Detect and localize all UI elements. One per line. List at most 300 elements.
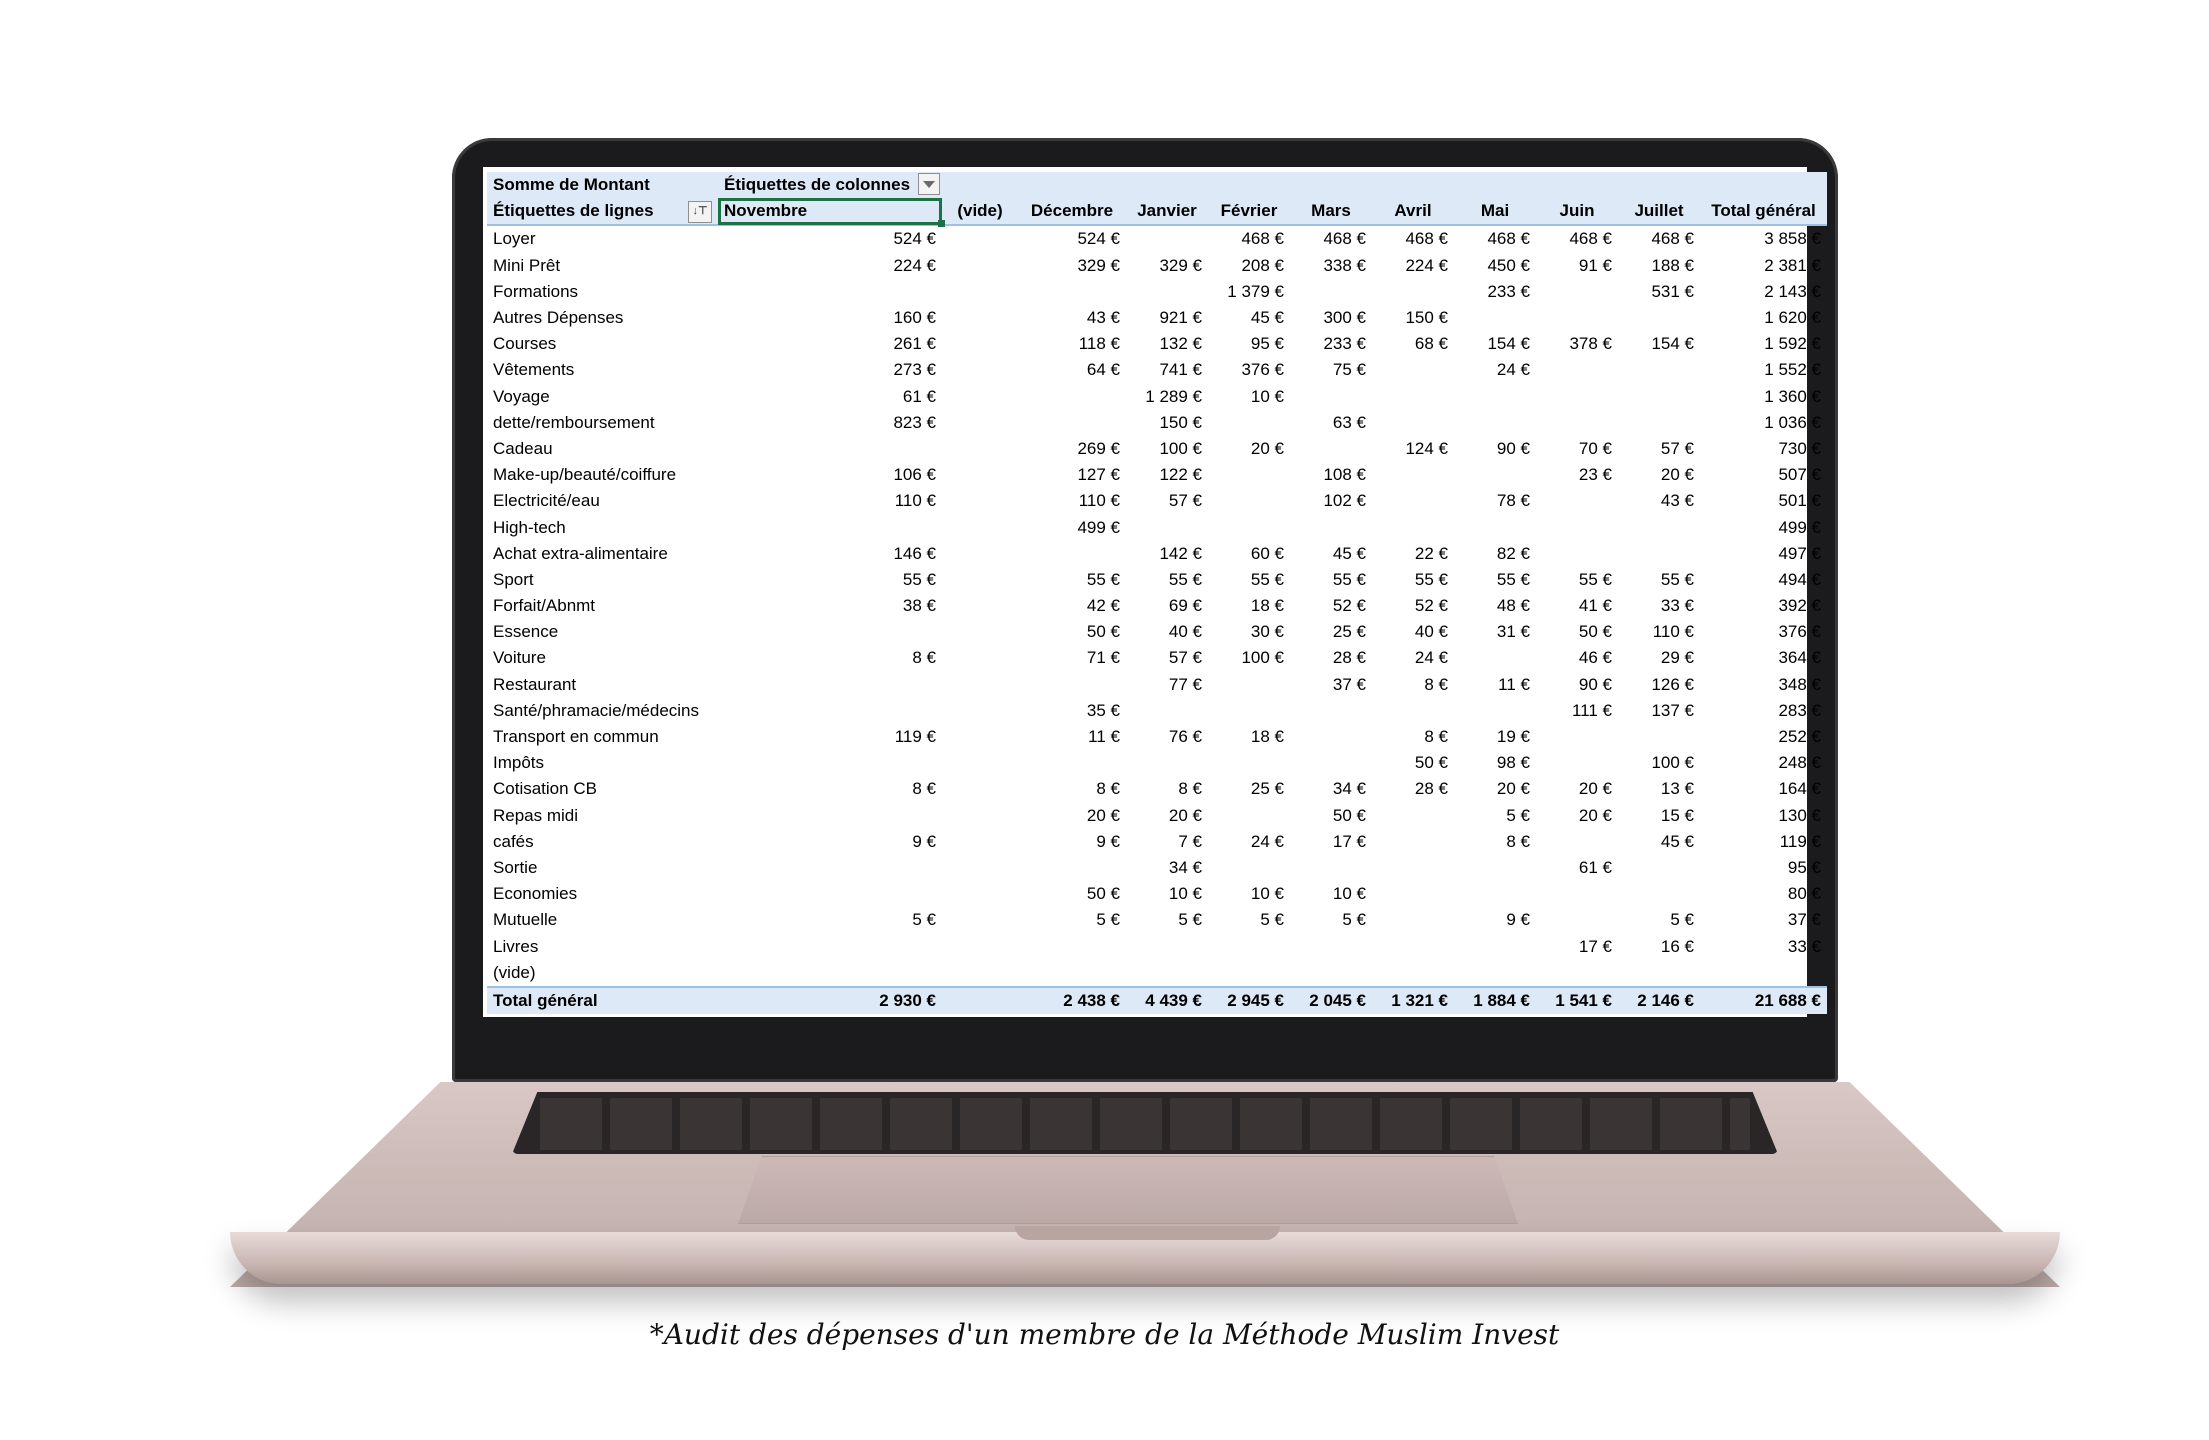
value-cell[interactable]: 741 € — [1159, 360, 1202, 380]
value-cell[interactable]: 80 € — [1787, 884, 1822, 904]
value-cell[interactable]: 921 € — [1159, 308, 1202, 328]
value-cell[interactable]: 142 € — [1159, 543, 1202, 563]
value-cell[interactable]: 55 € — [1496, 569, 1530, 589]
value-cell[interactable]: 329 € — [1159, 255, 1202, 275]
value-cell[interactable]: 90 € — [1578, 674, 1612, 694]
value-cell[interactable]: 106 € — [893, 465, 936, 485]
value-cell[interactable]: 71 € — [1086, 648, 1120, 668]
value-cell[interactable]: 55 € — [1168, 569, 1202, 589]
value-cell[interactable] — [942, 488, 1018, 514]
value-cell[interactable]: 392 € — [1778, 596, 1822, 616]
value-cell[interactable] — [942, 750, 1018, 776]
value-cell[interactable] — [718, 881, 942, 907]
row-label[interactable]: Cadeau — [493, 438, 553, 458]
value-cell[interactable]: 9 € — [912, 831, 936, 851]
value-cell[interactable]: 45 € — [1250, 308, 1284, 328]
value-cell[interactable]: 188 € — [1651, 255, 1694, 275]
value-cell[interactable]: 494 € — [1778, 569, 1822, 589]
value-cell[interactable]: 38 € — [902, 596, 936, 616]
value-cell[interactable] — [942, 724, 1018, 750]
value-cell[interactable]: 233 € — [1487, 281, 1530, 301]
value-cell[interactable]: 33 € — [1660, 596, 1694, 616]
column-labels-header[interactable] — [718, 172, 1827, 198]
value-cell[interactable] — [1208, 462, 1290, 488]
value-cell[interactable] — [1290, 960, 1372, 987]
value-cell[interactable]: 77 € — [1168, 674, 1202, 694]
value-cell[interactable] — [1290, 436, 1372, 462]
row-label[interactable]: Electricité/eau — [493, 491, 600, 511]
value-cell[interactable] — [1126, 698, 1208, 724]
value-cell[interactable]: 10 € — [1250, 884, 1284, 904]
value-cell[interactable]: 20 € — [1578, 779, 1612, 799]
value-cell[interactable]: 40 € — [1168, 622, 1202, 642]
value-cell[interactable]: 22 € — [1414, 543, 1448, 563]
value-cell[interactable]: 8 € — [1096, 779, 1120, 799]
value-cell[interactable]: 329 € — [1077, 255, 1120, 275]
value-cell[interactable]: 111 € — [1571, 700, 1612, 720]
value-cell[interactable] — [942, 907, 1018, 933]
value-cell[interactable] — [1208, 933, 1290, 959]
value-cell[interactable] — [1290, 514, 1372, 540]
value-cell[interactable]: 5 € — [1670, 910, 1694, 930]
value-cell[interactable]: 69 € — [1168, 596, 1202, 616]
value-cell[interactable] — [1290, 724, 1372, 750]
value-cell[interactable] — [718, 436, 942, 462]
value-cell[interactable]: 364 € — [1778, 648, 1822, 668]
value-cell[interactable] — [942, 933, 1018, 959]
value-cell[interactable]: 37 € — [1787, 910, 1822, 930]
value-cell[interactable]: 13 € — [1660, 779, 1694, 799]
value-cell[interactable]: 1 620 € — [1764, 308, 1822, 328]
value-cell[interactable]: 100 € — [1241, 648, 1284, 668]
column-header[interactable]: Mai — [1480, 201, 1510, 221]
value-cell[interactable] — [1018, 672, 1126, 698]
value-cell[interactable]: 1 036 € — [1764, 412, 1822, 432]
value-cell[interactable]: 15 € — [1660, 805, 1694, 825]
value-cell[interactable]: 43 € — [1660, 491, 1694, 511]
value-cell[interactable] — [1536, 410, 1618, 436]
row-label[interactable]: Restaurant — [493, 674, 577, 694]
value-cell[interactable] — [1208, 514, 1290, 540]
value-cell[interactable] — [1018, 855, 1126, 881]
value-cell[interactable]: 20 € — [1578, 805, 1612, 825]
value-cell[interactable]: 378 € — [1569, 334, 1612, 354]
value-cell[interactable] — [942, 541, 1018, 567]
value-cell[interactable] — [942, 357, 1018, 383]
value-cell[interactable] — [1454, 462, 1536, 488]
total-cell[interactable]: 21 688 € — [1754, 990, 1822, 1010]
row-label[interactable]: Courses — [493, 334, 557, 354]
row-label[interactable]: Achat extra-alimentaire — [493, 543, 668, 563]
value-cell[interactable] — [1618, 881, 1700, 907]
value-cell[interactable]: 8 € — [912, 779, 936, 799]
value-cell[interactable]: 50 € — [1414, 753, 1448, 773]
value-cell[interactable] — [718, 750, 942, 776]
value-cell[interactable]: 501 € — [1778, 491, 1822, 511]
value-cell[interactable] — [1018, 541, 1126, 567]
value-cell[interactable] — [1536, 724, 1618, 750]
value-cell[interactable]: 28 € — [1414, 779, 1448, 799]
value-cell[interactable] — [1126, 514, 1208, 540]
value-cell[interactable] — [942, 305, 1018, 331]
value-cell[interactable]: 35 € — [1086, 700, 1120, 720]
value-cell[interactable] — [942, 776, 1018, 802]
value-cell[interactable]: 52 € — [1414, 596, 1448, 616]
value-cell[interactable]: 78 € — [1496, 491, 1530, 511]
value-cell[interactable]: 102 € — [1323, 491, 1366, 511]
value-cell[interactable]: 25 € — [1332, 622, 1366, 642]
value-cell[interactable] — [1536, 488, 1618, 514]
value-cell[interactable] — [942, 384, 1018, 410]
value-cell[interactable] — [1290, 933, 1372, 959]
total-cell[interactable] — [942, 987, 1018, 1014]
total-cell[interactable]: 2 945 € — [1227, 990, 1284, 1010]
value-cell[interactable] — [1536, 357, 1618, 383]
row-label[interactable]: Repas midi — [493, 805, 579, 825]
value-cell[interactable]: 100 € — [1159, 438, 1202, 458]
value-cell[interactable] — [1454, 960, 1536, 987]
value-cell[interactable]: 8 € — [1424, 727, 1448, 747]
value-cell[interactable]: 300 € — [1323, 308, 1366, 328]
value-cell[interactable]: 20 € — [1660, 465, 1694, 485]
value-cell[interactable] — [718, 672, 942, 698]
value-cell[interactable]: 45 € — [1332, 543, 1366, 563]
value-cell[interactable] — [1618, 855, 1700, 881]
value-cell[interactable] — [1290, 750, 1372, 776]
value-cell[interactable] — [1618, 514, 1700, 540]
value-cell[interactable]: 118 € — [1078, 334, 1120, 354]
row-label[interactable]: Forfait/Abnmt — [493, 596, 596, 616]
value-cell[interactable]: 499 € — [1077, 517, 1120, 537]
value-cell[interactable]: 468 € — [1323, 229, 1366, 249]
value-cell[interactable] — [1536, 541, 1618, 567]
value-cell[interactable]: 224 € — [893, 255, 936, 275]
total-cell[interactable]: 1 884 € — [1473, 990, 1530, 1010]
value-cell[interactable]: 126 € — [1651, 674, 1694, 694]
value-cell[interactable]: 150 € — [1405, 308, 1448, 328]
value-cell[interactable]: 24 € — [1250, 831, 1284, 851]
value-cell[interactable] — [1618, 305, 1700, 331]
value-cell[interactable]: 110 € — [1078, 491, 1120, 511]
value-cell[interactable] — [718, 960, 942, 987]
value-cell[interactable] — [1372, 907, 1454, 933]
value-cell[interactable]: 10 € — [1332, 884, 1366, 904]
value-cell[interactable]: 5 € — [1342, 910, 1366, 930]
value-cell[interactable]: 468 € — [1569, 229, 1612, 249]
total-cell[interactable]: 2 438 € — [1063, 990, 1120, 1010]
value-cell[interactable] — [1372, 698, 1454, 724]
value-cell[interactable] — [1372, 881, 1454, 907]
column-header[interactable]: Avril — [1394, 201, 1432, 221]
value-cell[interactable]: 524 € — [1077, 229, 1120, 249]
value-cell[interactable]: 376 € — [1241, 360, 1284, 380]
value-cell[interactable]: 124 € — [1405, 438, 1448, 458]
value-cell[interactable]: 8 € — [1178, 779, 1202, 799]
row-label[interactable]: Formations — [493, 281, 579, 301]
value-cell[interactable]: 9 € — [1506, 910, 1530, 930]
value-cell[interactable]: 5 € — [1506, 805, 1530, 825]
value-cell[interactable]: 10 € — [1168, 884, 1202, 904]
row-label[interactable]: Voyage — [493, 386, 550, 406]
column-header[interactable]: Décembre — [1030, 201, 1114, 221]
value-cell[interactable] — [1536, 750, 1618, 776]
value-cell[interactable] — [942, 829, 1018, 855]
value-cell[interactable] — [1454, 305, 1536, 331]
value-cell[interactable]: 55 € — [1250, 569, 1284, 589]
value-cell[interactable]: 160 € — [893, 308, 936, 328]
value-cell[interactable]: 55 € — [1578, 569, 1612, 589]
value-cell[interactable]: 3 858 € — [1764, 229, 1822, 249]
value-cell[interactable] — [1372, 960, 1454, 987]
value-cell[interactable] — [718, 698, 942, 724]
value-cell[interactable] — [1536, 907, 1618, 933]
value-cell[interactable] — [1208, 698, 1290, 724]
value-cell[interactable] — [1372, 357, 1454, 383]
value-cell[interactable]: 100 € — [1651, 753, 1694, 773]
value-cell[interactable]: 252 € — [1778, 727, 1822, 747]
value-cell[interactable] — [1208, 488, 1290, 514]
value-cell[interactable]: 1 592 € — [1764, 334, 1822, 354]
value-cell[interactable] — [718, 855, 942, 881]
value-cell[interactable]: 33 € — [1787, 936, 1822, 956]
column-header[interactable]: Juillet — [1634, 201, 1684, 221]
value-cell[interactable] — [942, 225, 1018, 252]
value-cell[interactable]: 1 289 € — [1145, 386, 1202, 406]
row-label[interactable]: Voiture — [493, 648, 546, 668]
column-header[interactable]: Janvier — [1137, 201, 1197, 221]
row-label[interactable]: Autres Dépenses — [493, 308, 624, 328]
value-cell[interactable] — [1290, 855, 1372, 881]
value-cell[interactable] — [1018, 410, 1126, 436]
value-cell[interactable]: 17 € — [1578, 936, 1612, 956]
value-cell[interactable]: 137 € — [1651, 700, 1694, 720]
value-cell[interactable]: 23 € — [1578, 465, 1612, 485]
row-label[interactable]: Sortie — [493, 857, 538, 877]
value-cell[interactable] — [942, 436, 1018, 462]
value-cell[interactable]: 2 143 € — [1764, 281, 1822, 301]
row-label[interactable]: Make-up/beauté/coiffure — [493, 465, 677, 485]
row-label[interactable]: Mutuelle — [493, 910, 558, 930]
value-cell[interactable]: 269 € — [1077, 438, 1120, 458]
value-cell[interactable]: 127 € — [1077, 465, 1120, 485]
value-cell[interactable]: 468 € — [1241, 229, 1284, 249]
value-cell[interactable]: 45 € — [1660, 831, 1694, 851]
value-cell[interactable] — [942, 514, 1018, 540]
value-cell[interactable] — [1454, 514, 1536, 540]
row-label[interactable]: Santé/phramacie/médecins — [493, 700, 700, 720]
grand-total-label[interactable]: Total général — [493, 990, 598, 1010]
value-cell[interactable]: 8 € — [1506, 831, 1530, 851]
row-label[interactable]: Economies — [493, 884, 578, 904]
value-cell[interactable] — [1536, 305, 1618, 331]
value-cell[interactable] — [1618, 960, 1700, 987]
value-cell[interactable]: 11 € — [1088, 727, 1120, 747]
column-header[interactable]: Total général — [1711, 201, 1816, 221]
value-cell[interactable] — [1290, 384, 1372, 410]
value-cell[interactable]: 68 € — [1414, 334, 1448, 354]
value-cell[interactable]: 119 € — [894, 727, 936, 747]
value-cell[interactable] — [1618, 384, 1700, 410]
value-cell[interactable]: 42 € — [1086, 596, 1120, 616]
value-cell[interactable] — [1372, 514, 1454, 540]
value-cell[interactable]: 90 € — [1496, 438, 1530, 458]
value-cell[interactable] — [1018, 933, 1126, 959]
value-cell[interactable] — [1618, 410, 1700, 436]
value-cell[interactable]: 31 € — [1496, 622, 1530, 642]
value-cell[interactable]: 40 € — [1414, 622, 1448, 642]
value-cell[interactable]: 5 € — [912, 910, 936, 930]
value-cell[interactable] — [718, 514, 942, 540]
row-label[interactable]: Mini Prêt — [493, 255, 561, 275]
value-cell[interactable] — [718, 279, 942, 305]
value-cell[interactable]: 55 € — [1332, 569, 1366, 589]
value-cell[interactable]: 5 € — [1178, 910, 1202, 930]
value-cell[interactable] — [942, 855, 1018, 881]
value-cell[interactable]: 24 € — [1496, 360, 1530, 380]
value-cell[interactable]: 110 € — [894, 491, 936, 511]
value-cell[interactable] — [942, 253, 1018, 279]
value-cell[interactable] — [1018, 384, 1126, 410]
value-cell[interactable]: 233 € — [1323, 334, 1366, 354]
value-cell[interactable]: 823 € — [893, 412, 936, 432]
value-cell[interactable] — [1290, 698, 1372, 724]
value-cell[interactable] — [942, 593, 1018, 619]
value-cell[interactable]: 338 € — [1323, 255, 1366, 275]
value-cell[interactable] — [942, 672, 1018, 698]
value-cell[interactable]: 20 € — [1168, 805, 1202, 825]
value-cell[interactable]: 208 € — [1241, 255, 1284, 275]
total-cell[interactable]: 4 439 € — [1145, 990, 1202, 1010]
value-cell[interactable] — [1208, 960, 1290, 987]
value-cell[interactable]: 34 € — [1168, 857, 1202, 877]
value-cell[interactable] — [1454, 933, 1536, 959]
value-cell[interactable] — [1454, 645, 1536, 671]
value-cell[interactable] — [1208, 855, 1290, 881]
value-cell[interactable]: 61 € — [1578, 857, 1612, 877]
value-cell[interactable] — [1536, 960, 1618, 987]
value-cell[interactable]: 376 € — [1778, 622, 1822, 642]
value-cell[interactable] — [1372, 279, 1454, 305]
value-cell[interactable]: 497 € — [1778, 543, 1822, 563]
value-cell[interactable] — [1018, 750, 1126, 776]
value-cell[interactable]: 8 € — [912, 648, 936, 668]
value-cell[interactable]: 1 552 € — [1764, 360, 1822, 380]
value-cell[interactable]: 98 € — [1496, 753, 1530, 773]
value-cell[interactable]: 55 € — [1086, 569, 1120, 589]
value-cell[interactable]: 28 € — [1332, 648, 1366, 668]
value-cell[interactable] — [942, 645, 1018, 671]
row-label[interactable]: Essence — [493, 622, 559, 642]
value-cell[interactable] — [1126, 960, 1208, 987]
total-cell[interactable]: 1 321 € — [1391, 990, 1448, 1010]
value-cell[interactable] — [1536, 829, 1618, 855]
value-cell[interactable]: 2 381 € — [1764, 255, 1822, 275]
value-cell[interactable]: 450 € — [1487, 255, 1530, 275]
row-label[interactable]: High-tech — [493, 517, 566, 537]
total-cell[interactable]: 2 045 € — [1309, 990, 1366, 1010]
value-cell[interactable] — [1126, 225, 1208, 252]
value-cell[interactable] — [1372, 829, 1454, 855]
row-label[interactable]: Livres — [493, 936, 539, 956]
value-cell[interactable] — [942, 619, 1018, 645]
row-label[interactable]: Cotisation CB — [493, 779, 597, 799]
value-cell[interactable]: 7 € — [1178, 831, 1202, 851]
value-cell[interactable] — [1372, 488, 1454, 514]
value-cell[interactable]: 70 € — [1578, 438, 1612, 458]
value-cell[interactable]: 499 € — [1778, 517, 1822, 537]
value-cell[interactable]: 348 € — [1778, 674, 1822, 694]
value-cell[interactable]: 11 € — [1498, 674, 1530, 694]
value-cell[interactable]: 55 € — [902, 569, 936, 589]
value-cell[interactable]: 60 € — [1250, 543, 1284, 563]
row-label[interactable]: Sport — [493, 569, 534, 589]
value-cell[interactable]: 95 € — [1250, 334, 1284, 354]
value-cell[interactable]: 19 € — [1496, 727, 1530, 747]
value-cell[interactable]: 48 € — [1496, 596, 1530, 616]
value-cell[interactable] — [1372, 384, 1454, 410]
value-cell[interactable] — [1208, 750, 1290, 776]
value-cell[interactable]: 283 € — [1778, 700, 1822, 720]
value-cell[interactable] — [942, 698, 1018, 724]
value-cell[interactable]: 164 € — [1778, 779, 1822, 799]
value-cell[interactable]: 531 € — [1651, 281, 1694, 301]
value-cell[interactable] — [1454, 384, 1536, 410]
value-cell[interactable]: 55 € — [1660, 569, 1694, 589]
value-cell[interactable]: 5 € — [1096, 910, 1120, 930]
value-cell[interactable] — [1126, 279, 1208, 305]
value-cell[interactable] — [1208, 672, 1290, 698]
value-cell[interactable]: 50 € — [1332, 805, 1366, 825]
value-cell[interactable] — [1208, 803, 1290, 829]
value-cell[interactable]: 16 € — [1660, 936, 1694, 956]
value-cell[interactable]: 154 € — [1651, 334, 1694, 354]
value-cell[interactable]: 146 € — [893, 543, 936, 563]
value-cell[interactable]: 50 € — [1578, 622, 1612, 642]
total-cell[interactable]: 1 541 € — [1555, 990, 1612, 1010]
value-cell[interactable] — [1126, 933, 1208, 959]
value-cell[interactable] — [1536, 514, 1618, 540]
value-cell[interactable] — [1454, 855, 1536, 881]
row-labels-header[interactable] — [487, 198, 718, 225]
value-cell[interactable]: 130 € — [1778, 805, 1822, 825]
value-cell[interactable] — [1454, 410, 1536, 436]
row-label[interactable]: cafés — [493, 831, 534, 851]
value-cell[interactable] — [718, 619, 942, 645]
value-cell[interactable]: 20 € — [1086, 805, 1120, 825]
value-cell[interactable]: 110 € — [1652, 622, 1694, 642]
value-cell[interactable]: 5 € — [1260, 910, 1284, 930]
column-header[interactable]: Mars — [1311, 201, 1351, 221]
value-cell[interactable]: 30 € — [1250, 622, 1284, 642]
value-cell[interactable]: 9 € — [1096, 831, 1120, 851]
value-cell[interactable]: 25 € — [1250, 779, 1284, 799]
row-label[interactable]: Vêtements — [493, 360, 575, 380]
value-cell[interactable] — [942, 960, 1018, 987]
value-cell[interactable] — [1372, 462, 1454, 488]
value-cell[interactable] — [1536, 384, 1618, 410]
value-cell[interactable]: 1 360 € — [1764, 386, 1822, 406]
filter-dropdown-icon[interactable] — [918, 173, 940, 195]
value-cell[interactable] — [942, 567, 1018, 593]
value-cell[interactable]: 224 € — [1405, 255, 1448, 275]
value-cell[interactable] — [1290, 279, 1372, 305]
sort-filter-icon[interactable]: ↓⊤ — [688, 201, 712, 223]
value-cell[interactable]: 82 € — [1496, 543, 1530, 563]
value-cell[interactable]: 122 € — [1159, 465, 1202, 485]
value-cell[interactable]: 10 € — [1250, 386, 1284, 406]
value-cell[interactable]: 76 € — [1168, 727, 1202, 747]
value-cell[interactable] — [942, 881, 1018, 907]
